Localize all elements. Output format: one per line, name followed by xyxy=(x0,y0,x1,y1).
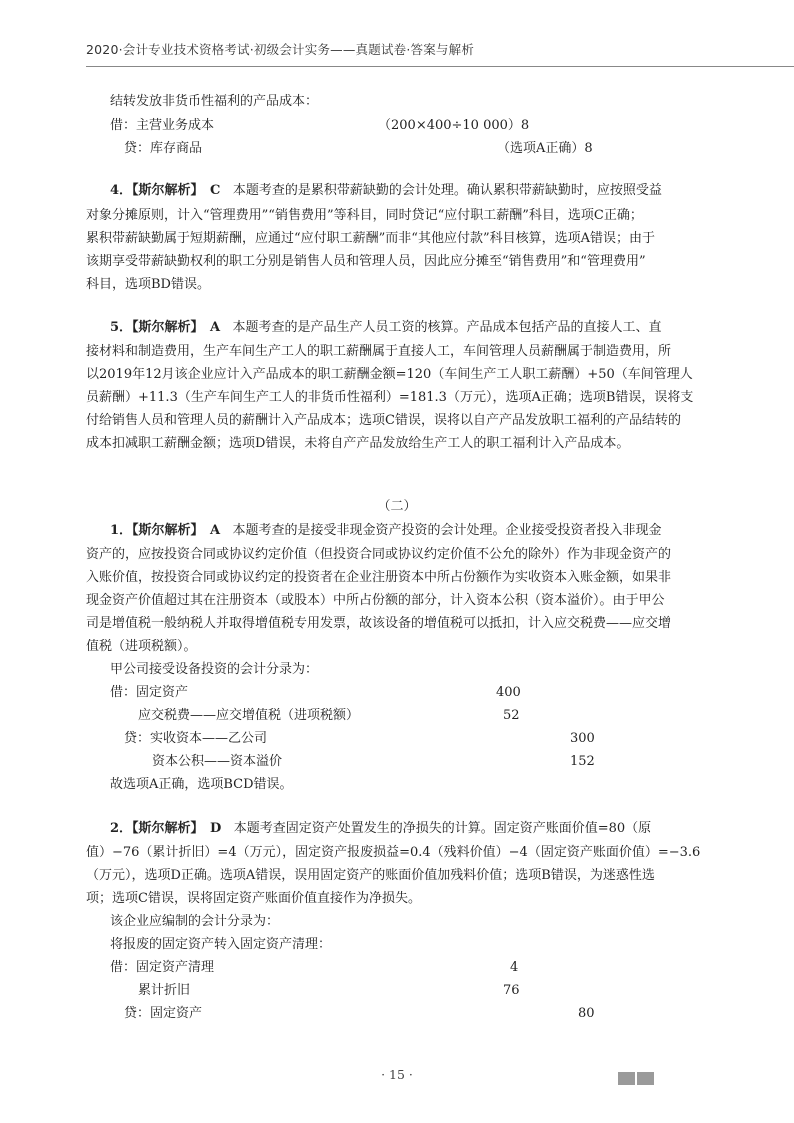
s2q1-first-line xyxy=(110,521,662,541)
s2q2-entry-2-amount: 80 xyxy=(578,1006,595,1021)
footer-decor-square-right xyxy=(637,1072,654,1085)
entry1-debit-amount: （200×400÷10 000）8 xyxy=(378,118,530,133)
s2q1-entry-2-label: 贷：实收资本——乙公司 xyxy=(124,731,268,746)
s2q2-journal-intro-2: 将报废的固定资产转入固定资产清理： xyxy=(110,937,332,952)
s2q1-line-2: 入账价值，按投资合同或协议约定的投资者在企业注册资本中所占份额作为实收资本入账金额，如果非 xyxy=(86,570,672,585)
q5-line-3: 员薪酬）+11.3（生产车间生产工人的非货币性福利）=181.3（万元），选项A正确；选项B错误，误将支 xyxy=(86,390,694,405)
q4-line-0: 本题考查的是累积带薪缺勤的会计处理。确认累积带薪缺勤时，应按照受益 xyxy=(232,183,662,198)
q5-line-1: 接材料和制造费用，生产车间生产工人的职工薪酬属于直接人工，车间管理人员薪酬属于制造费用，所 xyxy=(86,344,672,359)
s2q1-journal-intro: 甲公司接受设备投资的会计分录为： xyxy=(110,662,319,677)
entry1-debit-label: 借：主营业务成本 xyxy=(110,118,215,133)
running-header: 2020·会计专业技术资格考试·初级会计实务——真题试卷·答案与解析 xyxy=(86,42,475,57)
q4-first-line xyxy=(110,181,662,201)
q5-first-line xyxy=(110,318,662,338)
q4-line-3: 该期享受带薪缺勤权利的职工分别是销售人员和管理人员，因此应分摊至“销售费用”和“管理费用” xyxy=(86,254,646,269)
s2q1-line-4: 司是增值税一般纳税人并取得增值税专用发票，故该设备的增值税可以抵扣，计入应交税费——应交增 xyxy=(86,616,672,631)
s2q1-entry-0-amount: 400 xyxy=(496,685,521,700)
s2q2-tag: 2．【斯尔解析】 D xyxy=(110,821,222,836)
s2q1-entry-0-label: 借：固定资产 xyxy=(110,685,189,700)
s2q2-entry-0-label: 借：固定资产清理 xyxy=(110,960,215,975)
s2q2-line-3: 项；选项C错误，误将固定资产账面价值直接作为净损失。 xyxy=(86,891,421,906)
entry1-credit-label: 贷：库存商品 xyxy=(124,141,203,156)
s2q1-entry-3-label: 资本公积——资本溢价 xyxy=(152,754,283,769)
q5-line-2: 以2019年12月该企业应计入产品成本的职工薪酬金额=120（车间生产工人职工薪酬）+50（车间管理人 xyxy=(86,367,693,382)
q5-line-4: 付给销售人员和管理人员的薪酬计入产品成本；选项C错误，误将以自产产品发放职工福利的产品结转的 xyxy=(86,413,681,428)
s2q1-line-0: 本题考查的是接受非现金资产投资的会计处理。企业接受投资者投入非现金 xyxy=(232,523,662,538)
q4-line-1: 对象分摊原则，计入“管理费用”“销售费用”等科目，同时贷记“应付职工薪酬”科目，选项C正确； xyxy=(86,208,643,223)
s2q1-entry-1-label: 应交税费——应交增值税（进项税额） xyxy=(138,708,360,723)
entry1-credit-amount: （选项A正确）8 xyxy=(497,141,593,156)
s2q2-first-line xyxy=(110,819,651,839)
entry1-intro: 结转发放非货币性福利的产品成本： xyxy=(110,94,319,109)
q4-tag: 4．【斯尔解析】 C xyxy=(110,183,221,198)
s2q2-entry-2-label: 贷：固定资产 xyxy=(124,1006,203,1021)
s2q2-entry-1-label: 累计折旧 xyxy=(138,983,191,998)
s2q1-line-1: 资产的，应按投资合同或协议约定价值（但投资合同或协议约定价值不公允的除外）作为非现金资产的 xyxy=(86,547,672,562)
q5-line-5: 成本扣减职工薪酬金额；选项D错误，未将自产产品发放给生产工人的职工福利计入产品成本。 xyxy=(86,436,630,451)
q5-tag: 5．【斯尔解析】 A xyxy=(110,320,221,335)
q5-line-0: 本题考查的是产品生产人员工资的核算。产品成本包括产品的直接人工、直 xyxy=(232,320,662,335)
s2q2-line-2: （万元），选项D正确。选项A错误，误用固定资产的账面价值加残料价值；选项B错误，为迷惑性选 xyxy=(86,868,655,883)
s2q1-line-3: 现金资产价值超过其在注册资本（或股本）中所占份额的部分，计入资本公积（资本溢价）。由于甲公 xyxy=(86,593,665,608)
footer-decor-square-left xyxy=(618,1072,635,1085)
s2q2-entry-0-amount: 4 xyxy=(510,960,519,975)
s2q1-tag: 1．【斯尔解析】 A xyxy=(110,523,221,538)
s2q2-line-0: 本题考查固定资产处置发生的净损失的计算。固定资产账面价值=80（原 xyxy=(233,821,652,836)
s2q2-line-1: 值）−76（累计折旧）=4（万元），固定资产报废损益=0.4（残料价值）−4（固定资产账面价值）=−3.6 xyxy=(86,845,701,860)
header-rule xyxy=(86,66,794,67)
s2q1-entry-3-amount: 152 xyxy=(570,754,595,769)
q4-line-4: 科目，选项BD错误。 xyxy=(86,277,210,292)
s2q2-entry-1-amount: 76 xyxy=(503,983,520,998)
s2q1-line-5: 值税（进项税额）。 xyxy=(86,639,197,654)
s2q1-entry-2-amount: 300 xyxy=(570,731,595,746)
q4-line-2: 累积带薪缺勤属于短期薪酬，应通过“应付职工薪酬”而非“其他应付款”科目核算，选项A错误；由于 xyxy=(86,231,655,246)
section-title: （二） xyxy=(377,499,417,514)
s2q1-conclusion: 故选项A正确，选项BCD错误。 xyxy=(110,777,293,792)
s2q1-entry-1-amount: 52 xyxy=(503,708,520,723)
page-number: · 15 · xyxy=(381,1067,413,1082)
s2q2-journal-intro-1: 该企业应编制的会计分录为： xyxy=(110,914,280,929)
